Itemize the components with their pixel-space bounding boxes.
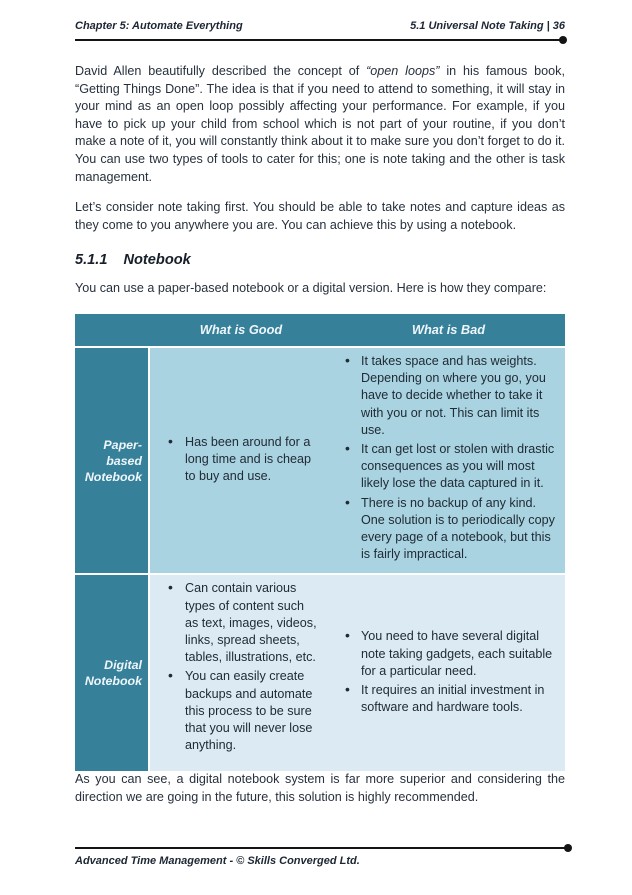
list-item: • It can get lost or stolen with drastic consequences as you will most likely lose the data captured in it.	[332, 441, 565, 493]
table-header-bad: What is Bad	[411, 322, 486, 338]
notebook-comparison-table	[75, 314, 565, 771]
paragraph-compare-intro: You can use a paper-based notebook or a digital version. Here is how they compare:	[75, 281, 547, 296]
list-item: • You can easily create backups and automate this process to be sure that you will never lose anything.	[150, 668, 332, 754]
page-header	[75, 20, 565, 32]
paragraph-note-taking-first: Let’s consider note taking first. You should be able to take notes and capture ideas as they come to you anywhere you are. You can achieve this by using a notebook.	[75, 200, 565, 232]
paragraph-conclusion: As you can see, a digital notebook system is far more superior and considering the direction we are going in the future, this solution is highly recommended.	[75, 772, 565, 804]
list-item: • There is no backup of any kind. One solution is to periodically copy every page of a notebook, but this is fairly impractical.	[332, 495, 565, 564]
row-label-digital-notebook: Digital Notebook	[75, 575, 148, 771]
cell-paper-bad	[332, 348, 565, 573]
paragraph-open-loops-post: in his famous book, “Getting Things Done”. The idea is that if you need to attend to something, it will stay in your mind as an open loop possibly affecting your performance. For example, if you have to pick up your child from school which is not part of your routine, if you don’t make a note of it, you will constantly think about it to make sure you don’t forget to do it. You can use two types of tools to cater for this; one is note taking and the other is task management.	[75, 64, 565, 184]
paper-bad-list	[332, 353, 565, 563]
paragraph-open-loops	[75, 63, 565, 186]
header-rule-dot-icon	[559, 36, 567, 44]
cell-paper-good	[150, 348, 332, 573]
list-item: • It requires an initial investment in software and hardware tools.	[332, 682, 565, 716]
footer-rule	[75, 847, 570, 849]
list-item: • It takes space and has weights. Depending on where you go, you have to decide whether to take it with you or not. This can limit its use.	[332, 353, 565, 439]
section-heading-title: Notebook	[123, 252, 191, 269]
header-section-pagenum: 5.1 Universal Note Taking | 36	[410, 20, 565, 32]
row-label-paper-notebook: Paper-based Notebook	[75, 348, 148, 573]
section-heading-number: 5.1.1	[75, 252, 108, 269]
footer-book-title: Advanced Time Management - © Skills Converged Ltd.	[75, 855, 360, 867]
list-item: • You need to have several digital note taking gadgets, each suitable for a particular need.	[332, 628, 565, 680]
table-row-paper-notebook	[75, 348, 565, 573]
digital-bad-list	[332, 628, 565, 718]
header-chapter-title: Chapter 5: Automate Everything	[75, 20, 243, 32]
paper-good-list	[150, 434, 332, 488]
section-heading	[75, 252, 565, 268]
table-header-row	[75, 314, 565, 346]
paragraph-open-loops-emphasis: “open loops”	[366, 64, 440, 78]
paragraph-open-loops-pre: David Allen beautifully described the concept of	[75, 64, 367, 78]
cell-digital-bad	[332, 575, 565, 771]
page-footer	[75, 840, 570, 867]
page-body	[75, 63, 565, 807]
footer-rule-dot-icon	[564, 844, 572, 852]
table-header-good: What is Good	[199, 322, 283, 338]
list-item: • Can contain various types of content such as text, images, videos, links, spread sheets, tables, illustrations, etc.	[150, 580, 332, 666]
digital-good-list	[150, 580, 332, 754]
table-row-digital-notebook	[75, 575, 565, 771]
list-item: • Has been around for a long time and is cheap to buy and use.	[150, 434, 332, 486]
cell-digital-good	[150, 575, 332, 771]
header-rule	[75, 39, 565, 41]
